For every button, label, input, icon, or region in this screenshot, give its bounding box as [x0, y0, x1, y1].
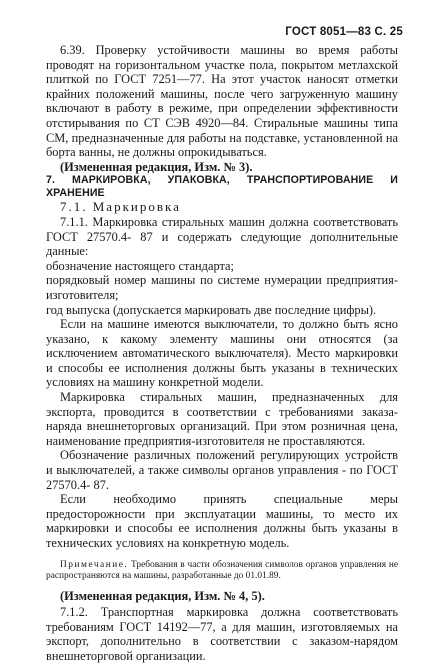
paragraph-7-1-2: 7.1.2. Транспортная маркировка должна соответствовать требованиям ГОСТ 14192—77, а для машин, изготовляемых на экспорт, дополнительно в соответствии с заказом-нарядом внешнеторговой организации.: [46, 605, 398, 663]
list-item-standard-designation: обозначение настоящего стандарта;: [46, 258, 235, 273]
note-text: Требования в части обозначения символов органов управления не распространяются на машины, разработанные до 01.01.89.: [46, 559, 398, 582]
paragraph-export-marking: Маркировка стиральных машин, предназначенных для экспорта, проводится в соответствии с требованиями заказа-наряда внешнеторговых организаций. При этом розничная цена, наименование предприятия-изготовителя не проставляются.: [46, 390, 398, 448]
edition-note-amendments-4-5: (Измененная редакция, Изм. № 4, 5).: [60, 588, 265, 603]
list-item-serial-number: порядковый номер машины по системе нумерации предприятия-изготовителя;: [46, 273, 398, 302]
note-label: Примечание.: [60, 559, 129, 570]
paragraph-switches: Если на машине имеются выключатели, то должно быть ясно указано, к какому элементу машины они относятся (за исключением автоматического выключателя). Место маркировки и способы ее исполнения должны быть указаны в технических условиях на машину конкретной модели.: [46, 317, 398, 390]
paragraph-6-39: 6.39. Проверку устойчивости машины во время работы проводят на горизонтальном участке пола, покрытом метлахской плиткой по ГОСТ 7251—77. На этот участок наносят отметки крайних положений машины, после чего загруженную машину включают в работу в режиме, при определении эффективности отстирывания по СТ СЭВ 4920—84. Стиральные машины типа СМ, предназначенные для работы на подставке, установленной на борта ванны, не должны опрокидываться.: [46, 43, 398, 160]
paragraph-special-precautions: Если необходимо принять специальные меры предосторожности при эксплуатации машины, то место их маркировки и способы ее исполнения должны быть указаны в технических условиях на конкретную модель.: [46, 492, 398, 550]
note: [46, 560, 398, 583]
document-body: [46, 43, 398, 664]
edition-note-amendment-3: (Измененная редакция, Изм. № 3).: [60, 159, 253, 174]
paragraph-7-1-1: 7.1.1. Маркировка стиральных машин должна соответствовать ГОСТ 27570.4- 87 и содержать следующие дополнительные данные:: [46, 214, 398, 259]
section-7-title: 7. МАРКИРОВКА, УПАКОВКА, ТРАНСПОРТИРОВАНИЕ И ХРАНЕНИЕ: [46, 174, 398, 200]
subsection-7-1-title: 7.1. Маркировка: [60, 199, 181, 215]
paragraph-control-symbols: Обозначение различных положений регулирующих устройств и выключателей, а также символы органов управления - по ГОСТ 27570.4- 87.: [46, 448, 398, 492]
page-header-standard-ref: ГОСТ 8051—83 С. 25: [285, 26, 403, 38]
list-item-year-of-manufacture: год выпуска (допускается маркировать две последние цифры).: [46, 302, 377, 317]
